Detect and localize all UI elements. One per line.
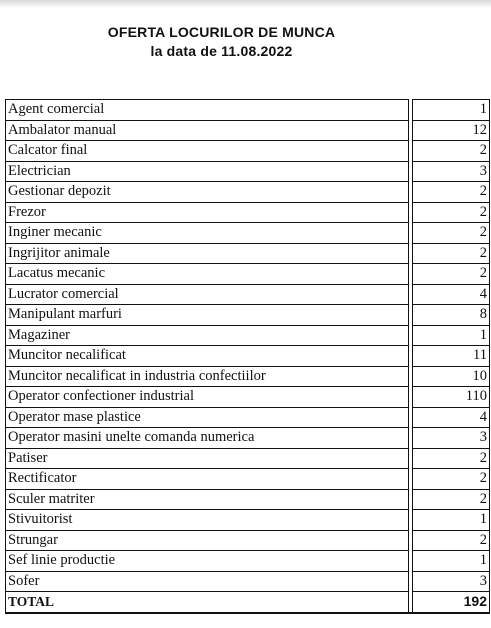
job-title-cell: Rectificator xyxy=(6,469,409,490)
job-count-cell: 2 xyxy=(413,448,490,469)
job-title-cell: Gestionar depozit xyxy=(6,182,409,203)
table-row xyxy=(6,202,490,223)
job-title-cell: Operator mase plastice xyxy=(6,407,409,428)
job-count-cell: 11 xyxy=(413,346,490,367)
job-count-cell: 12 xyxy=(413,120,490,141)
table-row xyxy=(6,530,490,551)
job-title-cell: Operator confectioner industrial xyxy=(6,387,409,408)
job-count-cell: 1 xyxy=(413,100,490,121)
job-title-cell: Inginer mecanic xyxy=(6,223,409,244)
job-title-cell: Electrician xyxy=(6,161,409,182)
job-count-cell: 3 xyxy=(413,428,490,449)
job-count-cell: 10 xyxy=(413,366,490,387)
job-count-cell: 2 xyxy=(413,264,490,285)
table-row xyxy=(6,489,490,510)
table-row xyxy=(6,141,490,162)
job-count-cell: 1 xyxy=(413,325,490,346)
job-title-cell: Muncitor necalificat in industria confectiilor xyxy=(6,366,409,387)
table-row xyxy=(6,366,490,387)
job-title-cell: Sofer xyxy=(6,571,409,592)
job-count-cell: 4 xyxy=(413,284,490,305)
job-title-cell: Muncitor necalificat xyxy=(6,346,409,367)
job-title-cell: Calcator final xyxy=(6,141,409,162)
job-title-cell: Agent comercial xyxy=(6,100,409,121)
table-row xyxy=(6,100,490,121)
job-count-cell: 2 xyxy=(413,141,490,162)
job-count-cell: 1 xyxy=(413,510,490,531)
job-count-cell: 110 xyxy=(413,387,490,408)
table-row xyxy=(6,551,490,572)
job-title-cell: Stivuitorist xyxy=(6,510,409,531)
job-title-cell: Ambalator manual xyxy=(6,120,409,141)
table-row xyxy=(6,448,490,469)
table-row xyxy=(6,510,490,531)
job-count-cell: 8 xyxy=(413,305,490,326)
job-title-cell: Patiser xyxy=(6,448,409,469)
table-row xyxy=(6,284,490,305)
job-title-cell: Sculer matriter xyxy=(6,489,409,510)
job-count-cell: 2 xyxy=(413,243,490,264)
total-label: TOTAL xyxy=(6,592,409,613)
scan-shadow xyxy=(0,0,491,8)
table-row xyxy=(6,161,490,182)
job-count-cell: 2 xyxy=(413,202,490,223)
job-title-cell: Strungar xyxy=(6,530,409,551)
job-title-cell: Ingrijitor animale xyxy=(6,243,409,264)
table-row xyxy=(6,428,490,449)
table-row xyxy=(6,325,490,346)
table-row xyxy=(6,305,490,326)
job-count-cell: 1 xyxy=(413,551,490,572)
table-row xyxy=(6,387,490,408)
table-row xyxy=(6,182,490,203)
table-row xyxy=(6,407,490,428)
total-count: 192 xyxy=(413,592,490,613)
table-row xyxy=(6,223,490,244)
job-title-cell: Frezor xyxy=(6,202,409,223)
table-row xyxy=(6,120,490,141)
job-count-cell: 2 xyxy=(413,182,490,203)
table-row xyxy=(6,571,490,592)
job-count-cell: 2 xyxy=(413,489,490,510)
job-title-cell: Lucrator comercial xyxy=(6,284,409,305)
table-row xyxy=(6,264,490,285)
job-title-cell: Magaziner xyxy=(6,325,409,346)
job-count-cell: 2 xyxy=(413,469,490,490)
table-row xyxy=(6,346,490,367)
jobs-table xyxy=(5,99,490,614)
job-count-cell: 2 xyxy=(413,223,490,244)
job-title-cell: Operator masini unelte comanda numerica xyxy=(6,428,409,449)
job-count-cell: 3 xyxy=(413,571,490,592)
job-count-cell: 3 xyxy=(413,161,490,182)
document-title: OFERTA LOCURILOR DE MUNCA xyxy=(107,24,336,40)
table-row xyxy=(6,469,490,490)
job-count-cell: 2 xyxy=(413,530,490,551)
job-title-cell: Sef linie productie xyxy=(6,551,409,572)
job-title-cell: Manipulant marfuri xyxy=(6,305,409,326)
jobs-table-body xyxy=(6,100,490,613)
table-row xyxy=(6,243,490,264)
document-subtitle: la data de 11.08.2022 xyxy=(150,43,293,59)
total-row xyxy=(6,592,490,613)
job-count-cell: 4 xyxy=(413,407,490,428)
job-title-cell: Lacatus mecanic xyxy=(6,264,409,285)
